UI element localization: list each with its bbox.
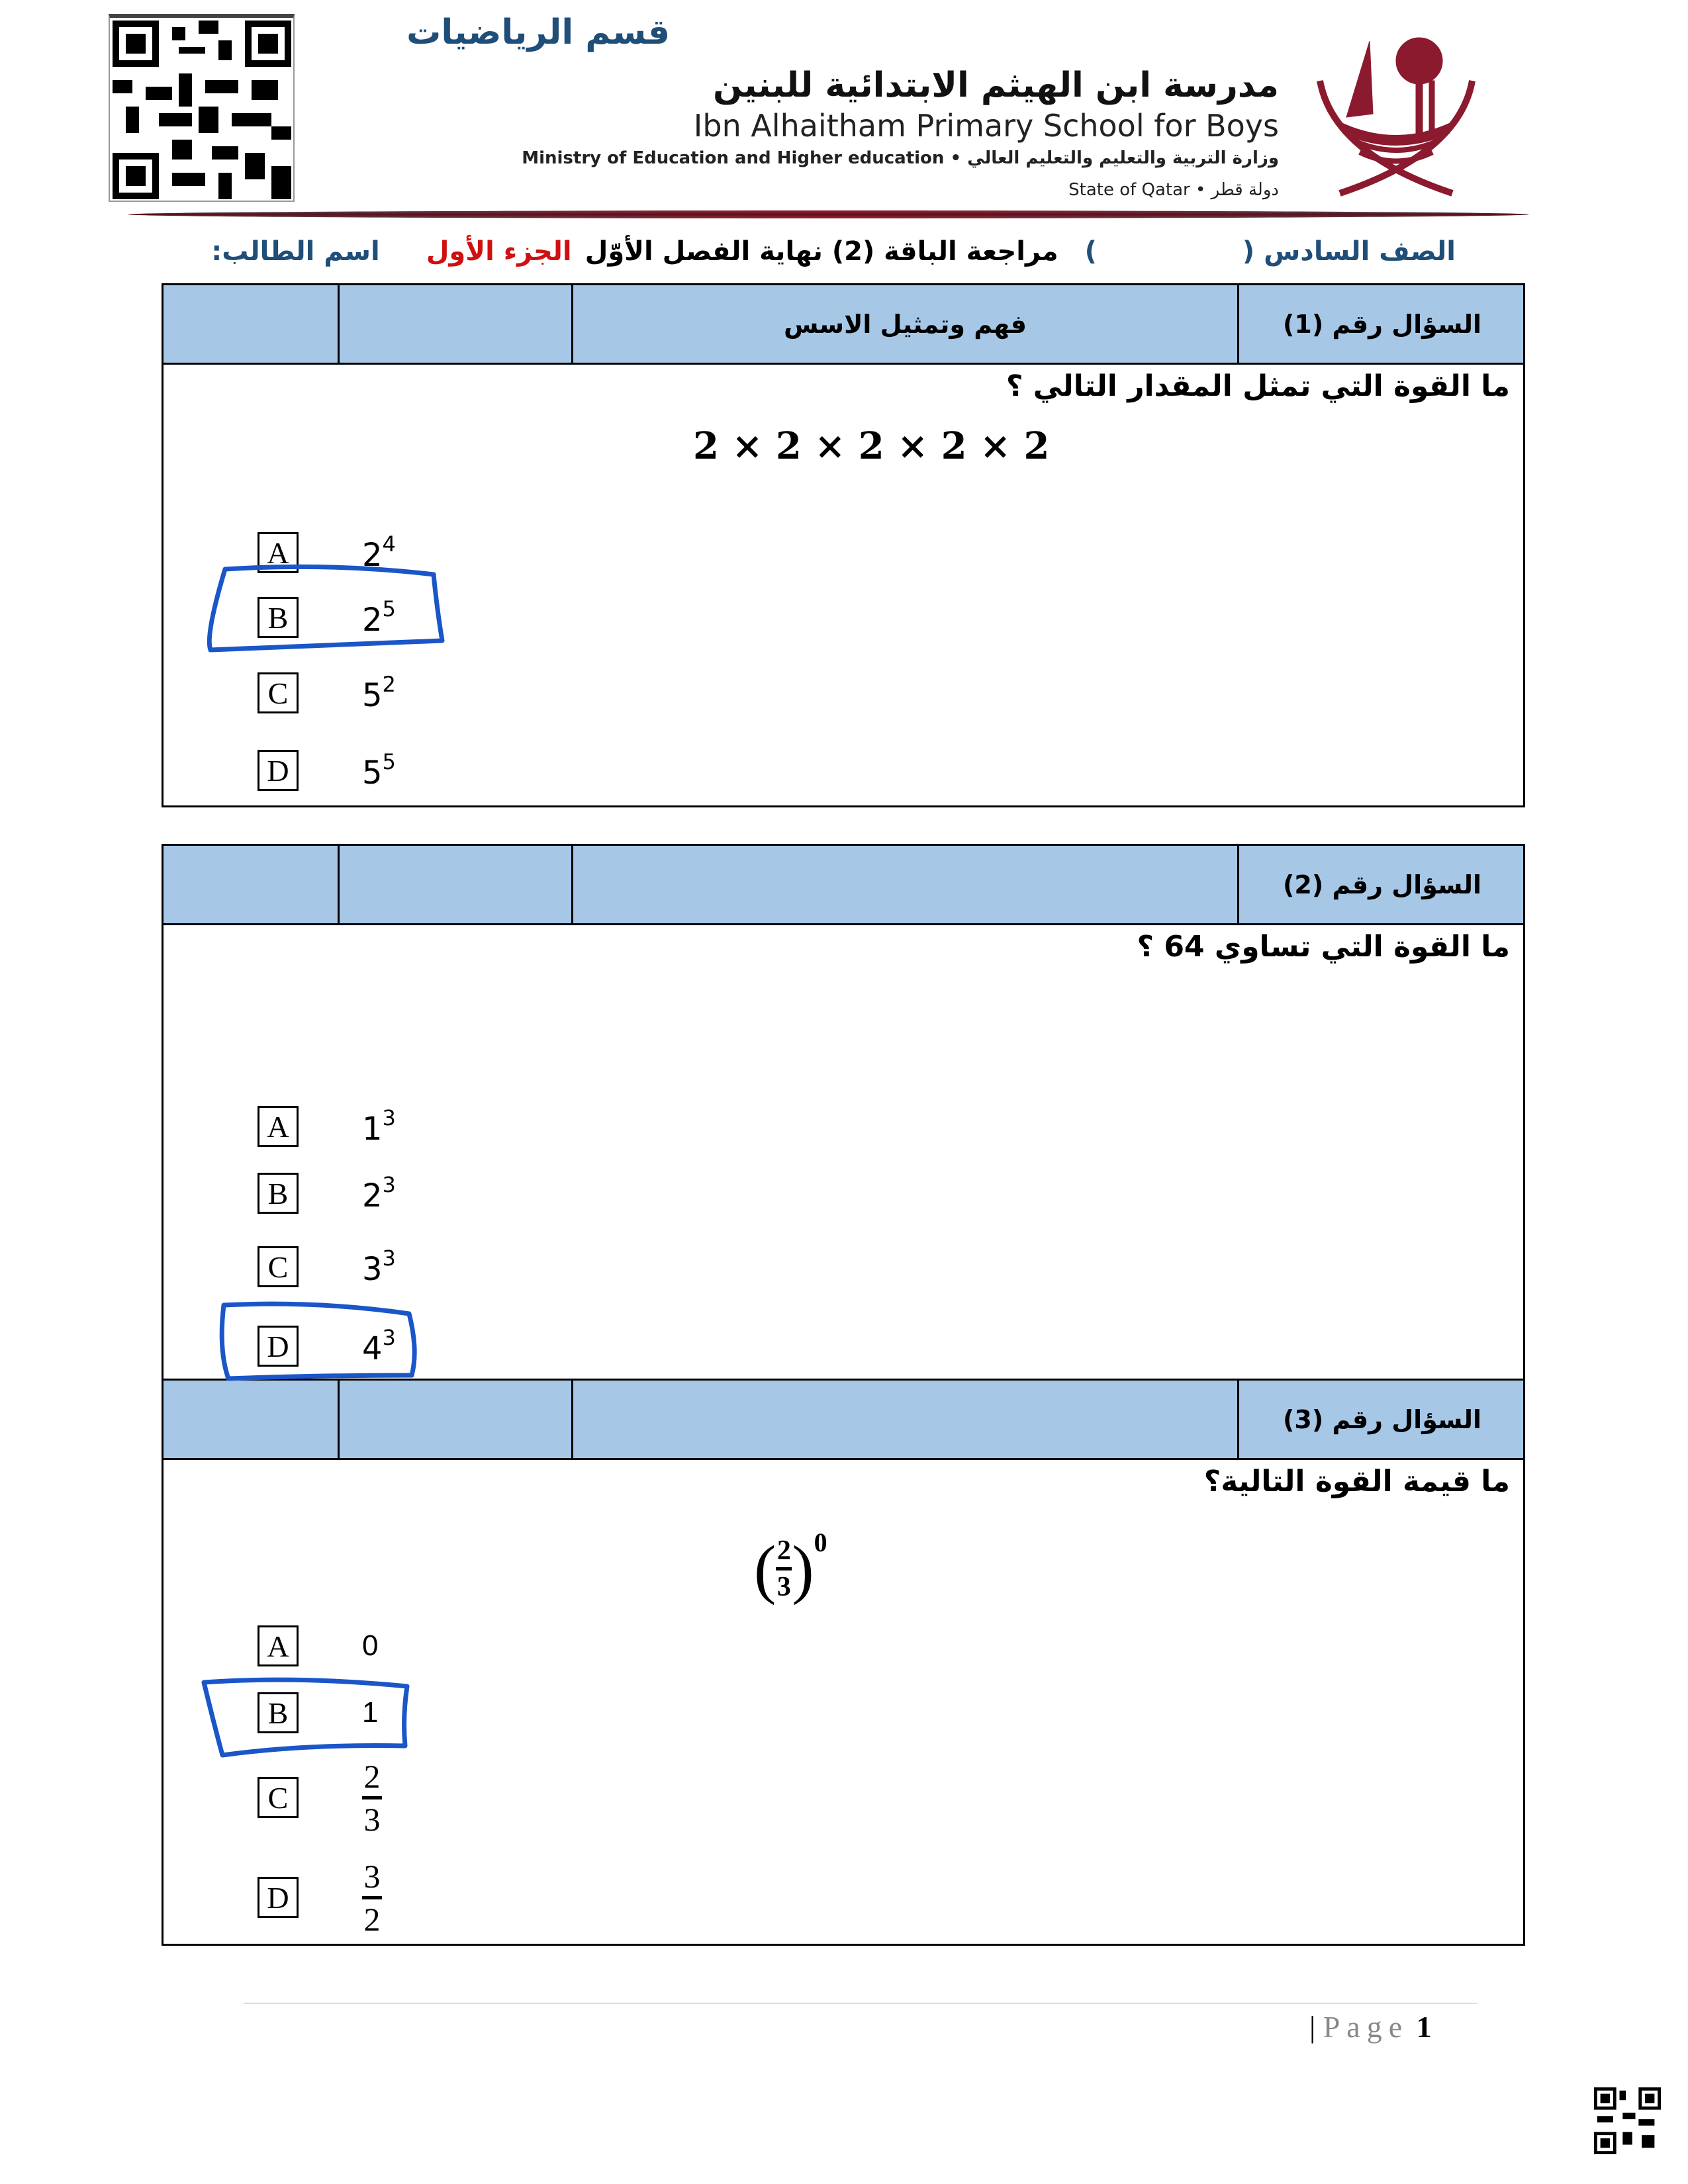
- header-divider: [128, 210, 1529, 218]
- school-name-arabic: مدرسة ابن الهيثم الابتدائية للبنين: [713, 66, 1279, 105]
- question-text: ما قيمة القوة التالية؟: [1203, 1465, 1510, 1498]
- state-line: State of Qatar • دولة قطر: [1068, 180, 1279, 200]
- qr-pattern: [113, 21, 291, 199]
- question-topic: [573, 846, 1237, 923]
- school-name-english: Ibn Alhaitham Primary School for Boys: [693, 108, 1279, 144]
- option-base: 5: [362, 754, 383, 792]
- page-indicator: | Page 1: [1309, 2010, 1432, 2044]
- option-value: [362, 1105, 396, 1148]
- option-value: [362, 1859, 382, 1936]
- option-d[interactable]: [258, 737, 396, 803]
- option-letter-box[interactable]: D: [258, 1877, 299, 1918]
- option-base: 5: [362, 677, 383, 714]
- option-value: 1: [362, 1696, 379, 1729]
- option-letter-box[interactable]: D: [258, 1326, 299, 1367]
- option-exponent: 2: [382, 672, 396, 697]
- question-text: ما القوة التي تمثل المقدار التالي ؟: [1006, 369, 1510, 403]
- question-expression: 2 × 2 × 2 × 2 × 2: [693, 424, 1050, 468]
- question-number: السؤال رقم (1): [1283, 309, 1481, 339]
- small-qr-code: [1593, 2087, 1662, 2154]
- option-letter-box[interactable]: B: [258, 1692, 299, 1733]
- option-exponent: 5: [382, 596, 396, 621]
- option-value: [362, 749, 396, 792]
- page-number: 1: [1416, 2010, 1432, 2044]
- qatar-emblem: [1307, 34, 1485, 197]
- option-letter-box[interactable]: C: [258, 1246, 299, 1287]
- option-letter-box[interactable]: C: [258, 672, 299, 713]
- option-letter-box[interactable]: B: [258, 1173, 299, 1214]
- expr-numerator: 2: [776, 1535, 791, 1566]
- footer-divider: [244, 2003, 1477, 2004]
- question-number: السؤال رقم (3): [1283, 1404, 1481, 1434]
- subheader-line: [211, 236, 1456, 267]
- option-denominator: 3: [363, 1800, 381, 1838]
- option-b[interactable]: [258, 1680, 378, 1746]
- question-header: [164, 846, 1523, 925]
- option-exponent: 3: [382, 1325, 396, 1350]
- option-value: [362, 596, 396, 639]
- option-exponent: 5: [382, 749, 396, 774]
- option-value: [362, 1172, 396, 1214]
- expr-exponent: 0: [814, 1527, 827, 1557]
- option-letter-box[interactable]: A: [258, 1625, 299, 1666]
- question-1-table: [162, 283, 1525, 807]
- option-c[interactable]: [258, 660, 396, 726]
- option-exponent: 3: [382, 1246, 396, 1271]
- question-header: [164, 285, 1523, 365]
- question-3-table: [162, 1379, 1525, 1946]
- option-exponent: 4: [382, 531, 396, 557]
- question-topic: فهم وتمثيل الاسس: [784, 309, 1027, 339]
- worksheet-title: مراجعة الباقة (2) نهاية الفصل الأوّل: [585, 236, 1058, 267]
- option-exponent: 3: [382, 1105, 396, 1130]
- option-c[interactable]: [258, 1234, 396, 1300]
- question-text: ما القوة التي تساوي 64 ؟: [1137, 930, 1510, 964]
- grade-close-paren: ): [1084, 236, 1097, 267]
- option-value: [362, 1325, 396, 1367]
- option-d[interactable]: [258, 1313, 396, 1379]
- option-value: [362, 672, 396, 714]
- option-letter-box[interactable]: D: [258, 750, 299, 791]
- option-base: 2: [362, 1177, 383, 1214]
- option-numerator: 3: [363, 1857, 381, 1895]
- grade-label: الصف السادس (: [1242, 236, 1456, 267]
- part-label: الجزء الأول: [426, 236, 572, 267]
- option-d[interactable]: [258, 1857, 382, 1938]
- option-value: [362, 531, 396, 574]
- question-topic: [573, 1381, 1237, 1458]
- option-a[interactable]: [258, 1613, 378, 1679]
- expr-denominator: 3: [776, 1572, 791, 1602]
- department-title: قسم الرياضيات: [406, 13, 670, 52]
- question-2-table: [162, 844, 1525, 1381]
- ministry-line: Ministry of Education and Higher education • وزارة التربية والتعليم والتعليم العالي: [522, 148, 1279, 168]
- option-a[interactable]: [258, 1093, 396, 1160]
- option-letter-box[interactable]: B: [258, 597, 299, 638]
- option-base: 2: [362, 537, 383, 574]
- student-name-label: اسم الطالب:: [211, 236, 380, 267]
- option-exponent: 3: [382, 1172, 396, 1197]
- option-base: 2: [362, 602, 383, 639]
- option-a[interactable]: [258, 520, 396, 586]
- question-header: [164, 1381, 1523, 1460]
- option-value: [362, 1246, 396, 1288]
- option-base: 3: [362, 1251, 383, 1288]
- option-value: [362, 1759, 382, 1837]
- option-value: 0: [362, 1629, 379, 1662]
- question-number: السؤال رقم (2): [1283, 870, 1481, 899]
- option-letter-box[interactable]: A: [258, 532, 299, 573]
- option-numerator: 2: [363, 1757, 381, 1795]
- option-letter-box[interactable]: C: [258, 1777, 299, 1818]
- option-b[interactable]: [258, 1160, 396, 1226]
- question-expression: ( 2 3 ) 0: [754, 1527, 827, 1606]
- qr-code: [109, 14, 295, 202]
- option-base: 4: [362, 1330, 383, 1367]
- option-letter-box[interactable]: A: [258, 1106, 299, 1147]
- option-b[interactable]: [258, 584, 396, 651]
- option-c[interactable]: [258, 1757, 382, 1838]
- option-base: 1: [362, 1111, 383, 1148]
- option-denominator: 2: [363, 1900, 381, 1938]
- page-label: Page: [1323, 2010, 1409, 2044]
